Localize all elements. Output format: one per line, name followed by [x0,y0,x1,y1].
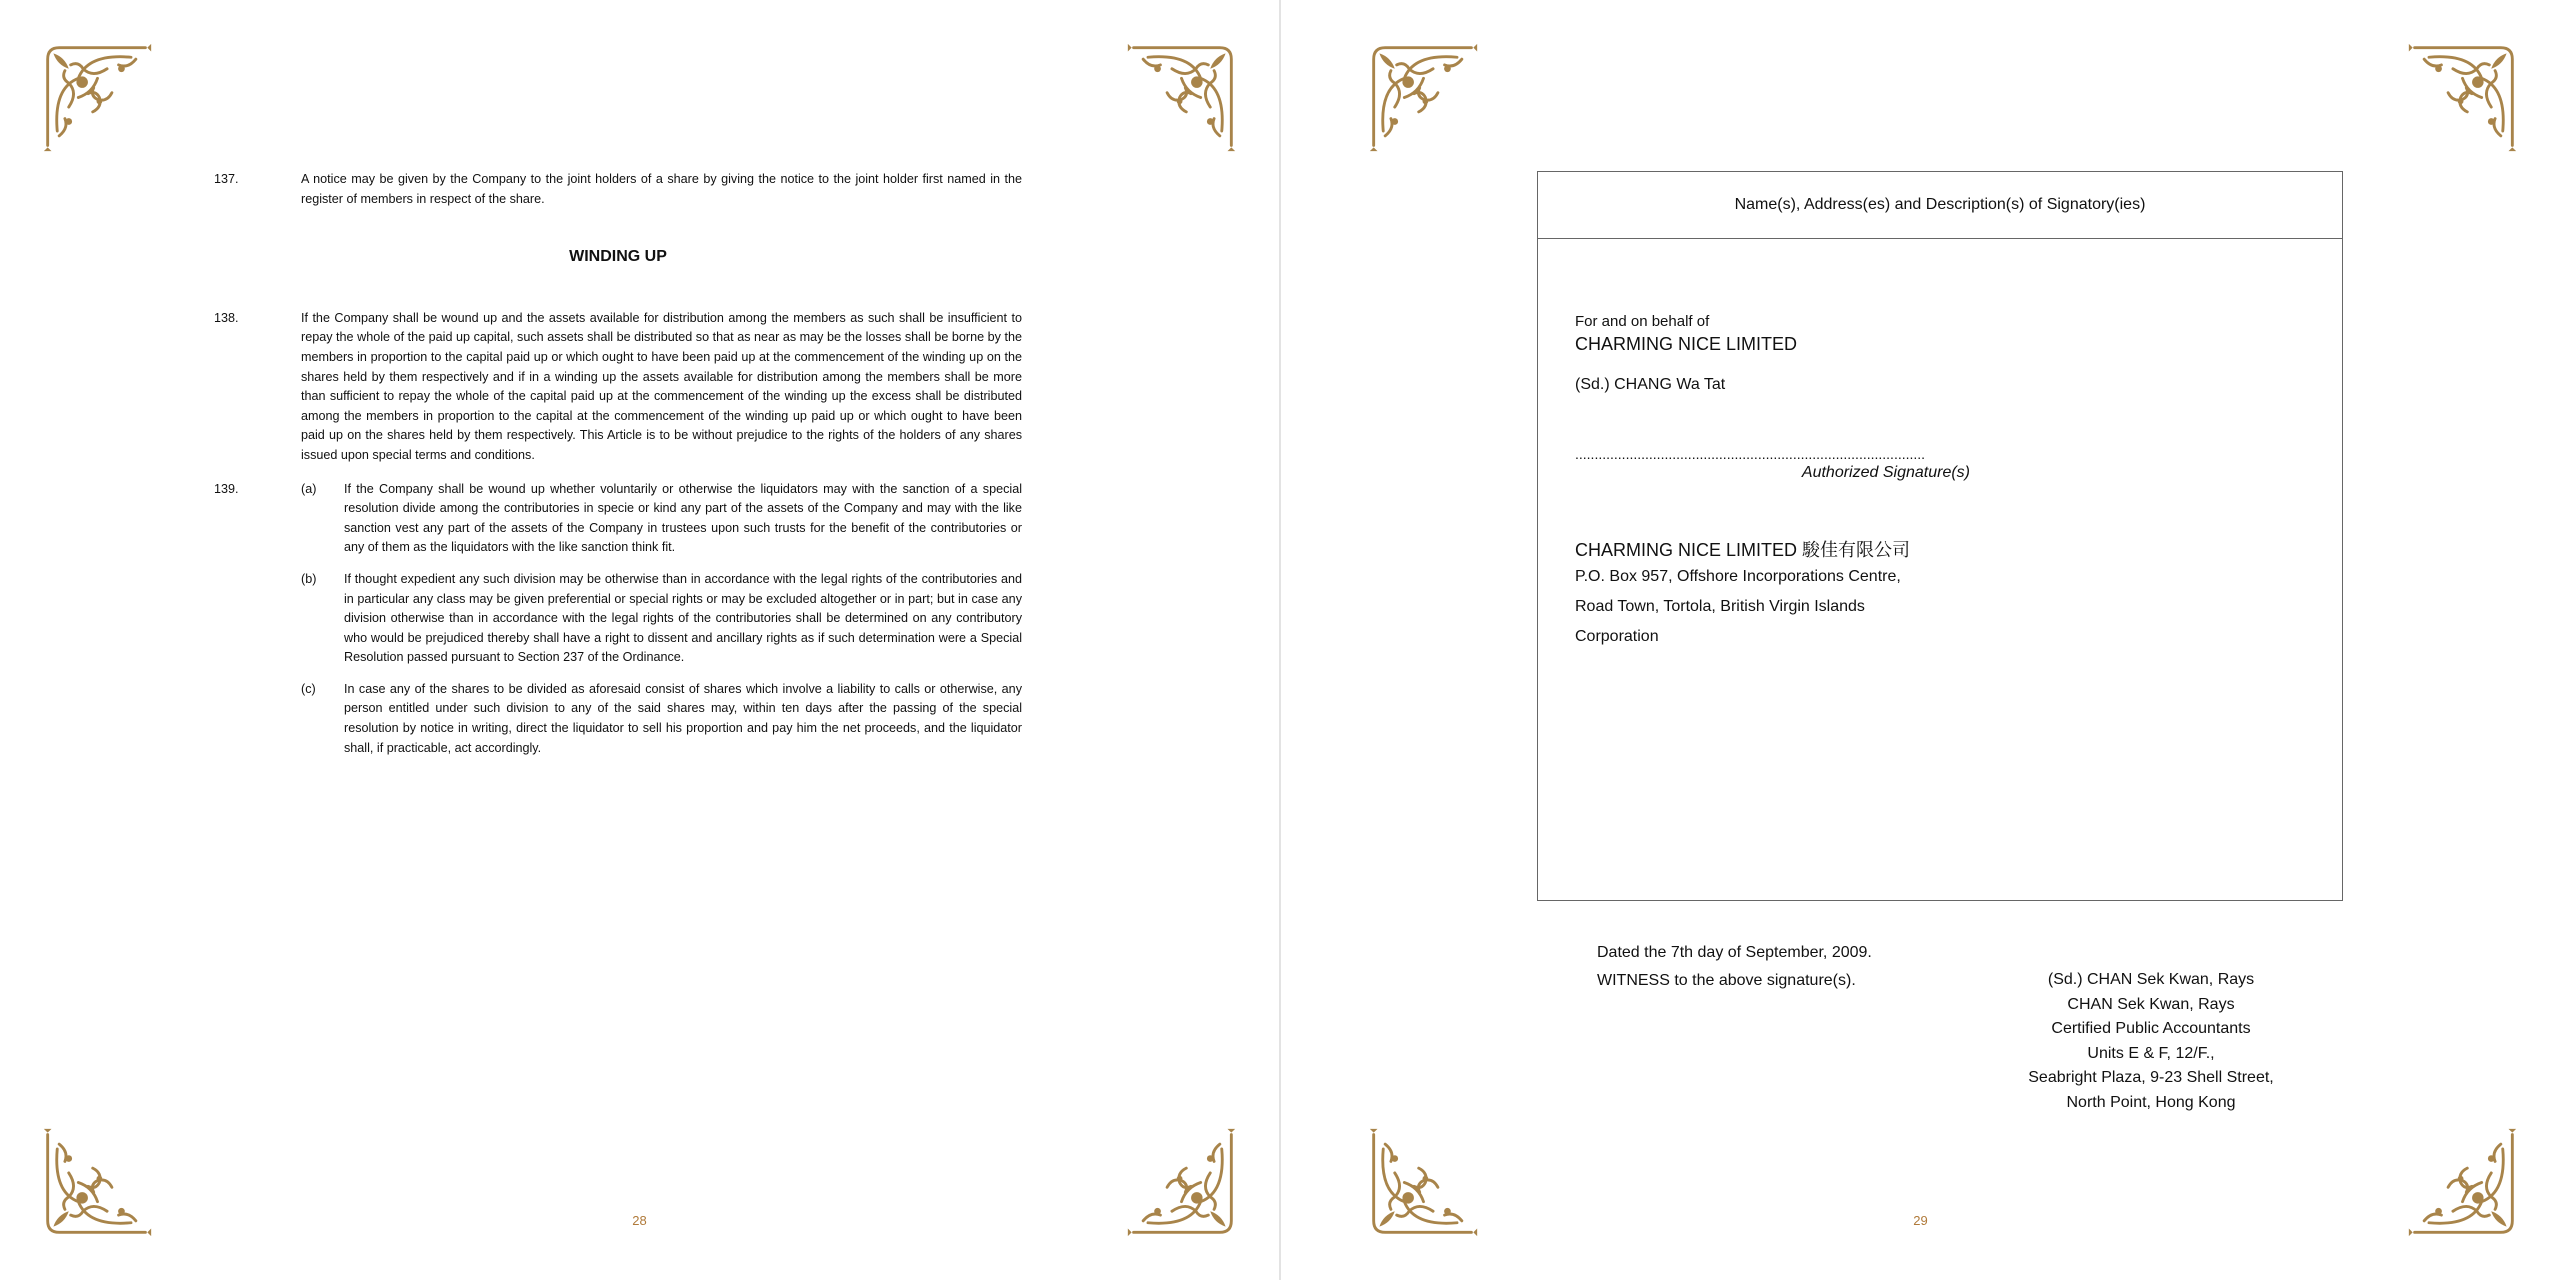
floral-corner-ornament-icon [1366,40,1481,155]
floral-corner-ornament-icon [40,40,155,155]
subsection-label: (b) [301,571,317,586]
article-139 [214,480,1022,771]
dated-block [1597,939,1872,995]
signature-line: .......................................................................................... [1575,446,1926,462]
witness-text: WITNESS to the above signature(s). [1597,972,1856,989]
floral-corner-ornament-icon [2405,40,2520,155]
subsection-text: In case any of the shares to be divided as aforesaid consist of shares which involve a liability to calls or otherwise, any person entitled under such division to any of the said shares may, within ten days after the passing of the special resolution by notice in writing, direct the liquidator to sell his proportion and pay him the net proceeds, and the liquidator shall, if practicable, act accordingly. [344,681,1022,755]
page-number: 29 [1913,1213,1928,1228]
article-text: If the Company shall be wound up and the assets available for distribution among the members as such shall be insufficient to repay the whole of the paid up capital, such assets shall be distributed so that as near as may be the losses shall be borne by the members in proportion to the capital paid up or which ought to have been paid up at the commencement of the winding up on the shares held by them respectively and if in a winding up the assets available for distribution among the members shall be more than sufficient to repay the whole of the capital paid up at the commencement of the winding up the excess shall be distributed among the members in proportion to the capital at the commencement of the winding up paid up or which ought to have been paid up on the shares held by them respectively. This Article is to be without prejudice to the rights of the holders of any shares issued upon special terms and conditions. [301,310,1022,462]
authorized-signature-label: Authorized Signature(s) [1801,464,1970,481]
article-text: A notice may be given by the Company to the joint holders of a share by giving the notice to the joint holder first named in the register of members in respect of the share. [301,172,1022,206]
right-page [1281,0,2560,1280]
witness-line: Certified Public Accountants [2051,1020,2251,1037]
signatory-box-header: Name(s), Address(es) and Description(s) of Signatory(ies) [1538,172,2342,239]
witness-details [1981,968,2321,1115]
article-number: 137. [214,172,239,186]
subsection-c [301,680,1022,758]
article-137 [214,170,1022,209]
witness-line: Units E & F, 12/F., [2087,1044,2215,1062]
subsection-b [301,570,1022,668]
subsection-text: If the Company shall be wound up whether voluntarily or otherwise the liquidators may with the sanction of a special resolution divide among the contributories in specie or kind any part of the assets of the Company and may with the like sanction vest any part of the assets of the Company in trustees upon such trusts for the benefit of the contributories or any of them as the liquidators with the like sanction think fit. [344,481,1022,555]
company-name: CHARMING NICE LIMITED [1575,334,1798,354]
articles-text [214,170,1022,784]
signatory-box [1537,171,2343,901]
behalf-label: For and on behalf of [1575,313,1710,330]
signed-by: (Sd.) CHANG Wa Tat [1575,376,1726,393]
subsection-label: (a) [301,481,317,496]
left-page [0,0,1279,1280]
company-full-name: CHARMING NICE LIMITED 駿佳有限公司 [1575,540,1911,560]
witness-line: CHAN Sek Kwan, Rays [2067,995,2235,1013]
address-line-1: P.O. Box 957, Offshore Incorporations Centre, [1575,568,1901,585]
article-138 [214,309,1022,466]
page-number: 28 [632,1213,647,1228]
signatory-details [1575,312,2322,652]
article-number: 138. [214,310,239,325]
witness-line: North Point, Hong Kong [2066,1093,2236,1111]
subsection-a [301,480,1022,558]
section-heading: WINDING UP [569,248,667,266]
article-subsections [301,480,1022,771]
subsection-label: (c) [301,681,316,696]
address-line-2: Road Town, Tortola, British Virgin Islands [1575,598,1865,615]
floral-corner-ornament-icon [1124,40,1239,155]
article-number: 139. [214,481,239,496]
description: Corporation [1575,628,1659,645]
witness-line: Seabright Plaza, 9-23 Shell Street, [2028,1069,2274,1086]
dated-text: Dated the 7th day of September, 2009. [1597,944,1872,961]
witness-line: (Sd.) CHAN Sek Kwan, Rays [2047,971,2255,988]
subsection-text: If thought expedient any such division may be otherwise than in accordance with the legal rights of the contributories and in particular any class may be given preferential or special rights or may be excluded altogether or in part; but in case any division otherwise than in accordance with the legal rights of the contributories shall be determined on any contributory who would be prejudiced thereby shall have a right to dissent and ancillary rights as if such determination were a Special Resolution passed pursuant to Section 237 of the Ordinance. [344,571,1022,665]
